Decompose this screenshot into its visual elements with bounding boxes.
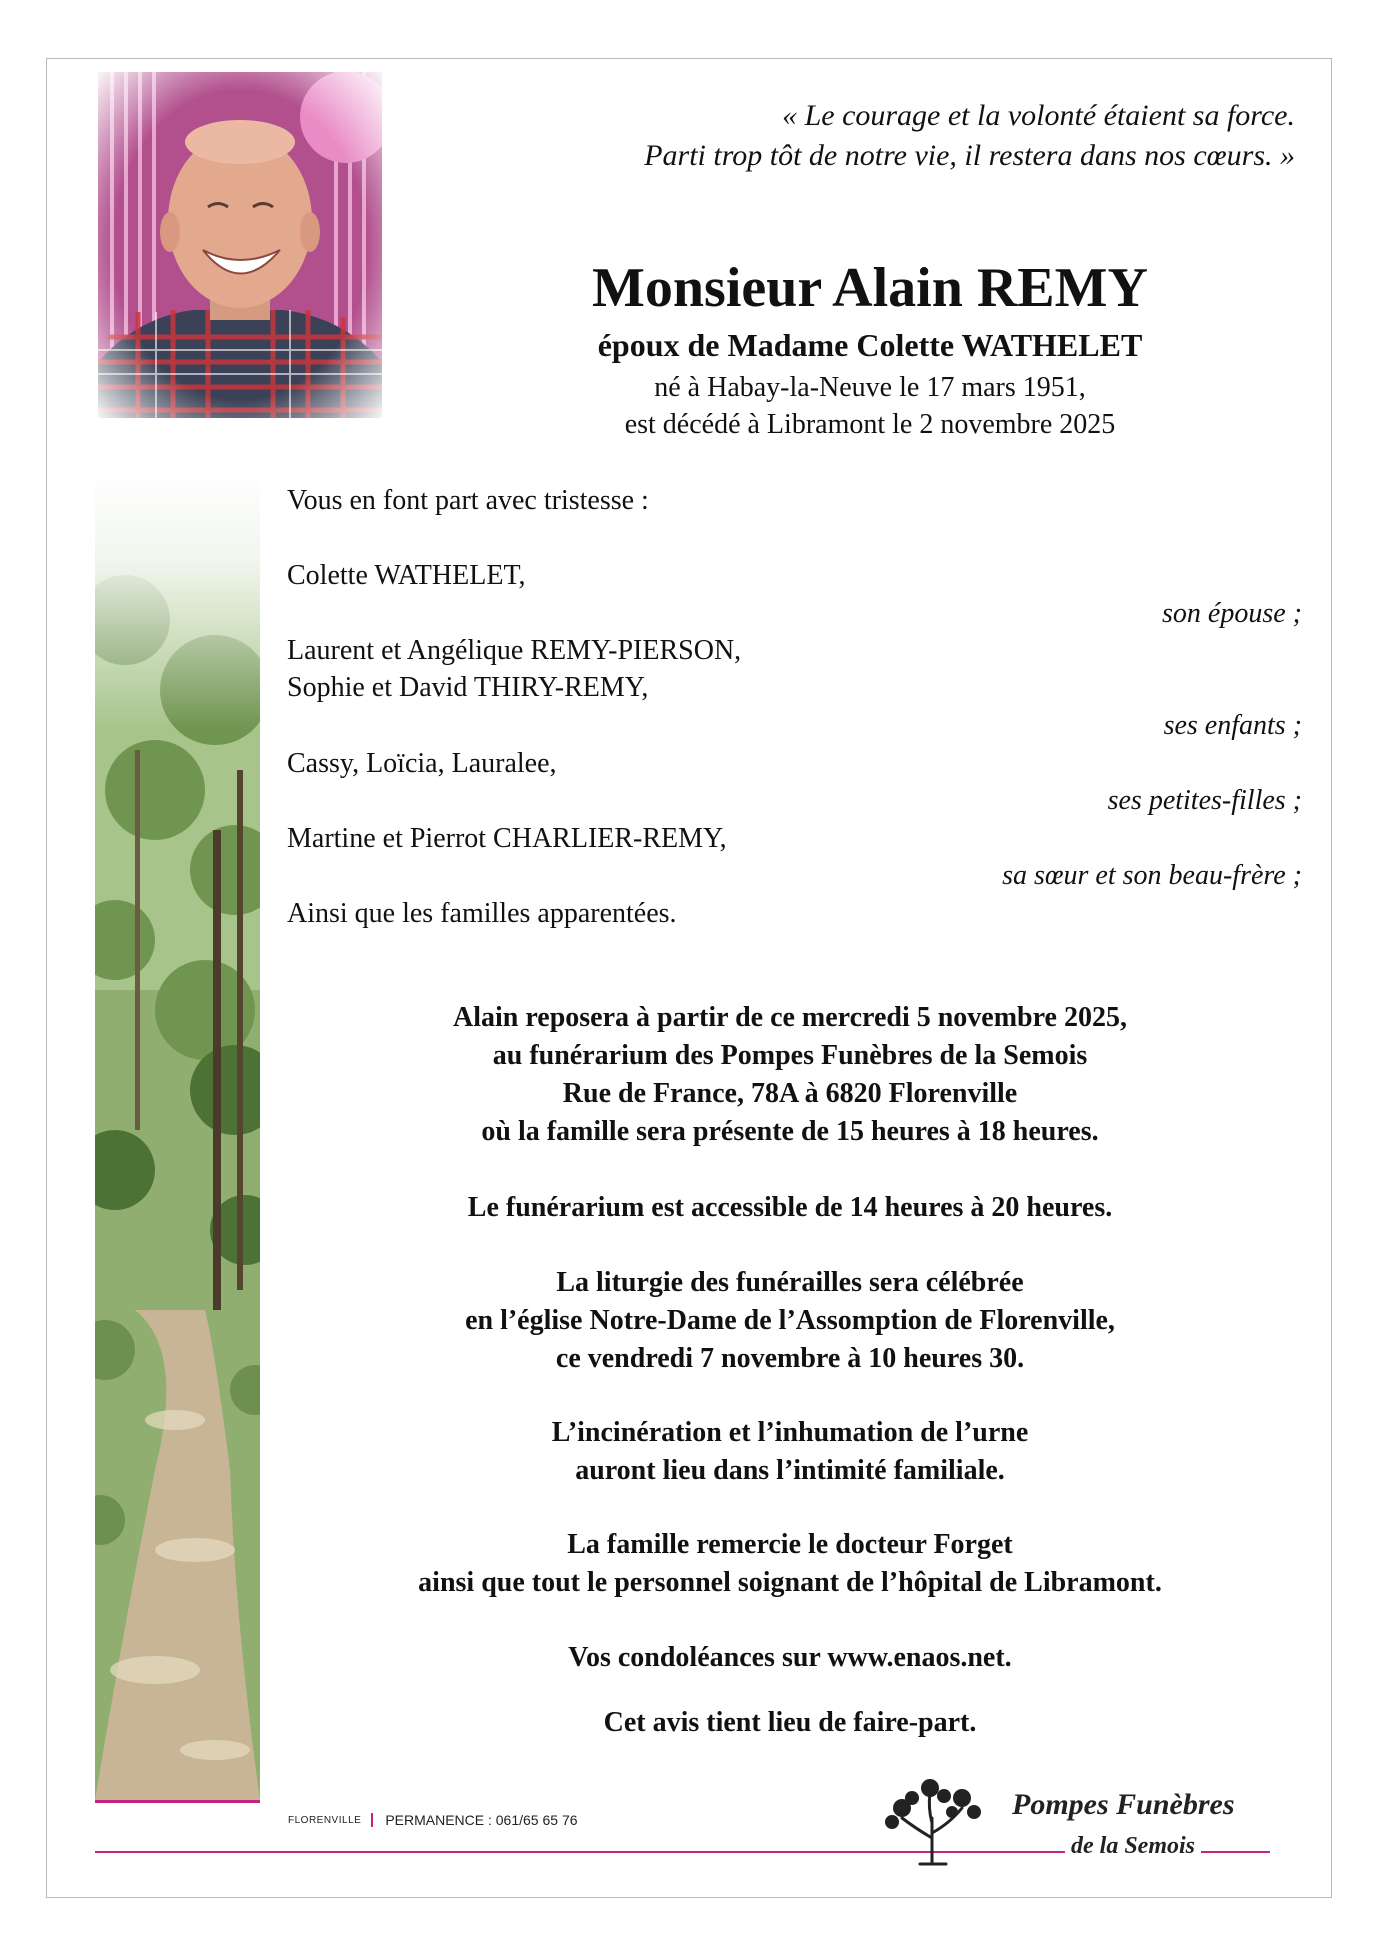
- children-relation: ses enfants ;: [1163, 710, 1302, 741]
- notice: [290, 1704, 1290, 1742]
- access-line: Le funérarium est accessible de 14 heures à 20 heures.: [467, 1192, 1113, 1223]
- thanks-line-1: La famille remercie le docteur Forget: [567, 1529, 1013, 1560]
- liturgy-line-1: La liturgie des funérailles sera célébrée: [556, 1267, 1024, 1298]
- access-hours: [290, 1189, 1290, 1227]
- children-line-2: Sophie et David THIRY-REMY,: [287, 672, 649, 703]
- birth-line: né à Habay-la-Neuve le 17 mars 1951,: [654, 372, 1086, 403]
- liturgy-line-3: ce vendredi 7 novembre à 10 heures 30.: [555, 1343, 1025, 1374]
- liturgy-details: [290, 1264, 1290, 1378]
- footer-contact: [288, 1812, 578, 1828]
- spouse-relation: son épouse ;: [1162, 598, 1302, 629]
- wake-line-4: où la famille sera présente de 15 heures à 18 heures.: [481, 1116, 1099, 1147]
- deceased-name: Monsieur Alain REMY: [592, 257, 1148, 319]
- funeral-home-logo: [880, 1778, 1270, 1868]
- wake-line-1: Alain reposera à partir de ce mercredi 5 novembre 2025,: [453, 1002, 1127, 1033]
- forest-path-image: [95, 470, 260, 1800]
- epitaph-quote: [644, 96, 1295, 176]
- cremation-line-2: auront lieu dans l’intimité familiale.: [575, 1455, 1005, 1486]
- thanks-line-2: ainsi que tout le personnel soignant de l’hôpital de Libramont.: [418, 1567, 1162, 1598]
- spouse-line: époux de Madame Colette WATHELET: [597, 327, 1143, 363]
- wake-line-2: au funérarium des Pompes Funèbres de la Semois: [492, 1040, 1088, 1071]
- logo-title: Pompes Funèbres: [1012, 1788, 1235, 1821]
- logo-subtitle: de la Semois: [1065, 1833, 1201, 1860]
- spouse-names: Colette WATHELET,: [287, 560, 526, 591]
- wake-details: [290, 999, 1290, 1151]
- family-intro: Vous en font part avec tristesse :: [287, 485, 649, 516]
- children-line-1: Laurent et Angélique REMY-PIERSON,: [287, 635, 742, 666]
- cremation-details: [290, 1414, 1290, 1490]
- forest-fade-overlay: [95, 470, 260, 730]
- condolences: [290, 1639, 1290, 1677]
- footer-city: FLORENVILLE: [288, 1814, 362, 1826]
- footer-permanence: PERMANENCE : 061/65 65 76: [385, 1812, 578, 1828]
- death-line: est décédé à Libramont le 2 novembre 2025: [624, 409, 1116, 440]
- tree-icon: [880, 1778, 985, 1866]
- quote-line-1: « Le courage et la volonté étaient sa force.: [782, 99, 1295, 132]
- forest-accent-line: [95, 1800, 260, 1803]
- grandchildren-names: Cassy, Loïcia, Lauralee,: [287, 748, 557, 779]
- thanks-details: [290, 1526, 1290, 1602]
- sibling-relation: sa sœur et son beau-frère ;: [1002, 860, 1302, 891]
- condolences-line: Vos condoléances sur www.enaos.net.: [568, 1642, 1012, 1673]
- notice-line: Cet avis tient lieu de faire-part.: [603, 1707, 977, 1738]
- portrait-photo: [98, 72, 382, 418]
- wake-line-3: Rue de France, 78A à 6820 Florenville: [562, 1078, 1018, 1109]
- liturgy-line-2: en l’église Notre-Dame de l’Assomption de Florenville,: [465, 1305, 1115, 1336]
- family-closing: Ainsi que les familles apparentées.: [287, 898, 677, 929]
- footer-separator: [371, 1813, 373, 1827]
- cremation-line-1: L’incinération et l’inhumation de l’urne: [551, 1417, 1029, 1448]
- quote-line-2: Parti trop tôt de notre vie, il restera dans nos cœurs. »: [644, 139, 1295, 172]
- sibling-names: Martine et Pierrot CHARLIER-REMY,: [287, 823, 727, 854]
- grandchildren-relation: ses petites-filles ;: [1107, 785, 1302, 816]
